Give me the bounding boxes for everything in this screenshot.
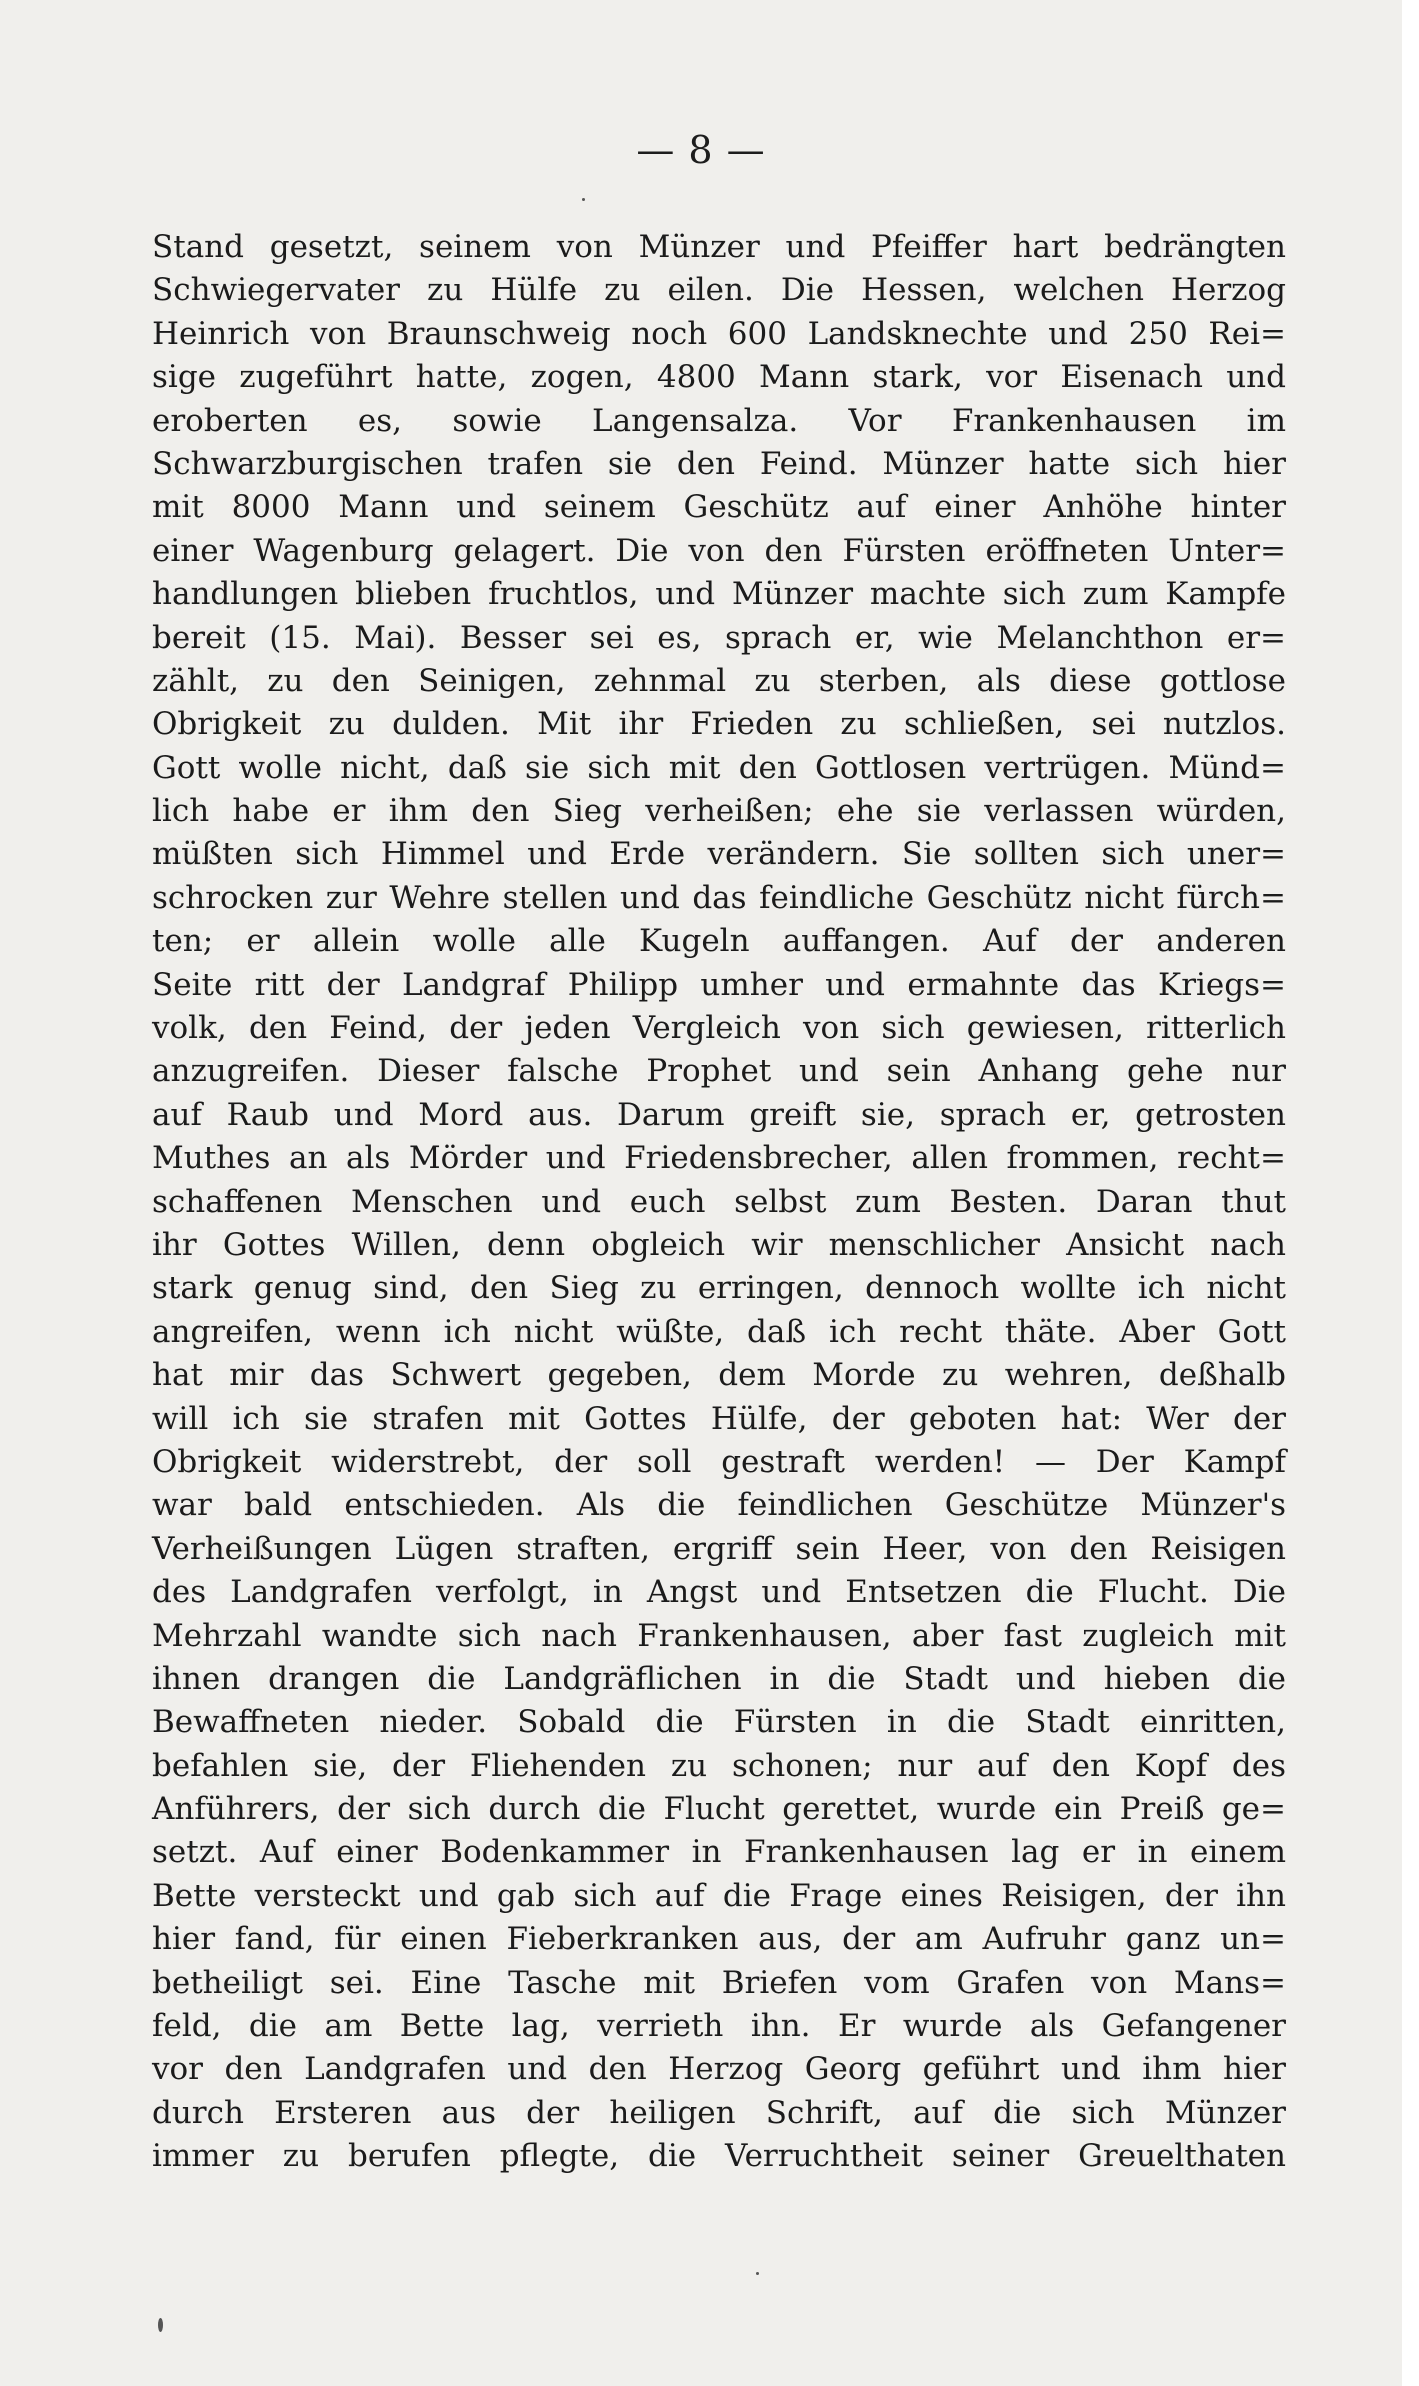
- text-line: befahlen sie, der Fliehenden zu schonen; nur auf den Kopf des: [152, 1747, 1286, 1784]
- text-line: zählt, zu den Seinigen, zehnmal zu sterben, als diese gottlose: [152, 662, 1286, 699]
- text-line: ihnen drangen die Landgräflichen in die Stadt und hieben die: [152, 1660, 1286, 1697]
- paper-speck: [158, 2318, 163, 2332]
- text-line: eroberten es, sowie Langensalza. Vor Frankenhausen im: [152, 402, 1286, 439]
- text-line: handlungen blieben fruchtlos, und Münzer machte sich zum Kampfe: [152, 576, 1286, 613]
- text-line: einer Wagenburg gelagert. Die von den Fürsten eröffneten Unter=: [152, 532, 1286, 569]
- text-line: müßten sich Himmel und Erde verändern. Sie sollten sich uner=: [152, 836, 1286, 873]
- text-line: will ich sie strafen mit Gottes Hülfe, der geboten hat: Wer der: [152, 1400, 1286, 1437]
- text-line: angreifen, wenn ich nicht wüßte, daß ich recht thäte. Aber Gott: [152, 1313, 1286, 1350]
- text-line: betheiligt sei. Eine Tasche mit Briefen vom Grafen von Mans=: [152, 1964, 1286, 2001]
- text-line: Schwiegervater zu Hülfe zu eilen. Die Hessen, welchen Herzog: [152, 272, 1286, 309]
- text-line: war bald entschieden. Als die feindlichen Geschütze Münzer's: [152, 1487, 1286, 1524]
- text-line: Seite ritt der Landgraf Philipp umher und ermahnte das Kriegs=: [152, 966, 1286, 1003]
- text-line: ten; er allein wolle alle Kugeln auffangen. Auf der anderen: [152, 923, 1286, 960]
- text-line: Gott wolle nicht, daß sie sich mit den Gottlosen vertrügen. Münd=: [152, 749, 1286, 786]
- text-line: lich habe er ihm den Sieg verheißen; ehe sie verlassen würden,: [152, 793, 1286, 830]
- text-line: durch Ersteren aus der heiligen Schrift, auf die sich Münzer: [152, 2094, 1286, 2131]
- text-line: bereit (15. Mai). Besser sei es, sprach er, wie Melanchthon er=: [152, 619, 1286, 656]
- text-line: auf Raub und Mord aus. Darum greift sie, sprach er, getrosten: [152, 1096, 1286, 1133]
- text-line: ihr Gottes Willen, denn obgleich wir menschlicher Ansicht nach: [152, 1226, 1286, 1263]
- text-line: Obrigkeit widerstrebt, der soll gestraft werden! — Der Kampf: [152, 1443, 1286, 1480]
- text-line: schaffenen Menschen und euch selbst zum Besten. Daran thut: [152, 1183, 1286, 1220]
- text-line: Stand gesetzt, seinem von Münzer und Pfeiffer hart bedrängten: [152, 229, 1286, 265]
- text-line: schrocken zur Wehre stellen und das feindliche Geschütz nicht fürch=: [152, 879, 1286, 916]
- text-line: Mehrzahl wandte sich nach Frankenhausen, aber fast zugleich mit: [152, 1617, 1286, 1654]
- text-line: immer zu berufen pflegte, die Verruchtheit seiner Greuelthaten: [152, 2138, 1286, 2175]
- text-line: Schwarzburgischen trafen sie den Feind. Münzer hatte sich hier: [152, 445, 1286, 482]
- text-line: Bewaffneten nieder. Sobald die Fürsten in die Stadt einritten,: [152, 1704, 1286, 1741]
- text-line: hier fand, für einen Fieberkranken aus, der am Aufruhr ganz un=: [152, 1921, 1286, 1958]
- paper-speck: [756, 2272, 759, 2275]
- text-line: vor den Landgrafen und den Herzog Georg geführt und ihm hier: [152, 2051, 1286, 2088]
- page-number: — 8 —: [636, 128, 766, 172]
- text-line: mit 8000 Mann und seinem Geschütz auf einer Anhöhe hinter: [152, 489, 1286, 526]
- text-line: setzt. Auf einer Bodenkammer in Frankenhausen lag er in einem: [152, 1834, 1286, 1871]
- body-text: [152, 226, 1286, 2179]
- text-line: des Landgrafen verfolgt, in Angst und Entsetzen die Flucht. Die: [152, 1574, 1286, 1611]
- text-line: hat mir das Schwert gegeben, dem Morde zu wehren, deßhalb: [152, 1357, 1286, 1394]
- text-line: Bette versteckt und gab sich auf die Frage eines Reisigen, der ihn: [152, 1877, 1286, 1914]
- text-line: Muthes an als Mörder und Friedensbrecher, allen frommen, recht=: [152, 1140, 1286, 1177]
- text-line: volk, den Feind, der jeden Vergleich von sich gewiesen, ritterlich: [152, 1010, 1286, 1047]
- text-line: stark genug sind, den Sieg zu erringen, dennoch wollte ich nicht: [152, 1270, 1286, 1307]
- text-line: Obrigkeit zu dulden. Mit ihr Frieden zu schließen, sei nutzlos.: [152, 706, 1286, 743]
- text-line: Verheißungen Lügen straften, ergriff sein Heer, von den Reisigen: [152, 1530, 1286, 1567]
- text-line: sige zugeführt hatte, zogen, 4800 Mann stark, vor Eisenach und: [152, 359, 1286, 396]
- text-line: Anführers, der sich durch die Flucht gerettet, wurde ein Preiß ge=: [152, 1791, 1286, 1828]
- text-line: anzugreifen. Dieser falsche Prophet und sein Anhang gehe nur: [152, 1053, 1286, 1090]
- text-line: feld, die am Bette lag, verrieth ihn. Er wurde als Gefangener: [152, 2008, 1286, 2045]
- text-line: Heinrich von Braunschweig noch 600 Landsknechte und 250 Rei=: [152, 315, 1286, 352]
- paper-speck: [582, 198, 585, 201]
